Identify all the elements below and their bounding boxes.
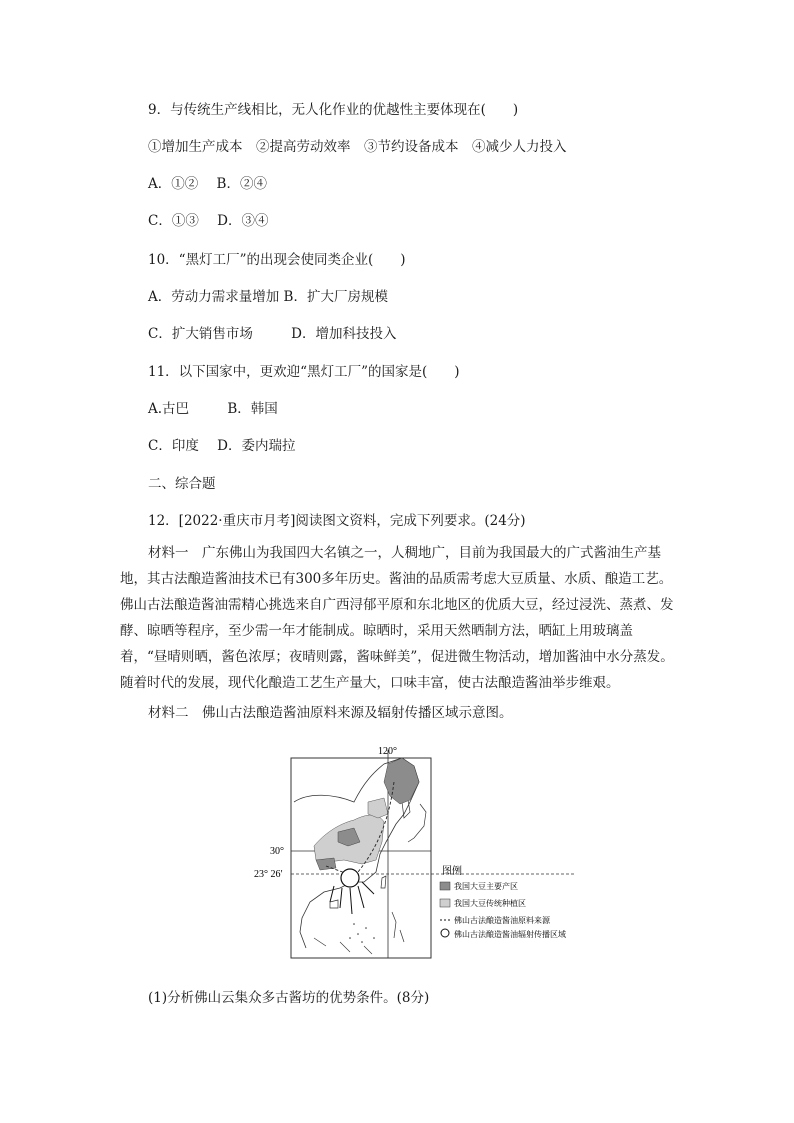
q9-answer-row-1: [148, 172, 267, 192]
material-one: 材料一 广东佛山为我国四大名镇之一，人稠地广，目前为我国最大的广式酱油生产基地，其古法酿造酱油技术已有300多年历史。酱油的品质需考虑大豆质量、水质、酿造工艺。佛山古法酿造酱油需精心挑选来自广西浔郁平原和东北地区的优质大豆，经过浸洗、蒸煮、发酵、晾晒等程序，至少需一年才能制成。晾晒时，采用天然晒制方法，晒缸上用玻璃盖着，“昼晴则晒，酱色浓厚；夜晴则露，酱味鲜美”，促进微生物活动，增加酱油中水分蒸发。随着时代的发展，现代化酿造工艺生产量大，口味丰富，使古法酿造酱油举步维艰。: [120, 545, 674, 691]
section-heading: 二、综合题: [148, 476, 216, 492]
lon-120-label: 120°: [378, 746, 397, 757]
traditional-area-north: [368, 798, 388, 818]
q9-option-d[interactable]: D．③④: [217, 213, 269, 229]
legend-source: 佛山古法酿造酱油原料来源: [454, 916, 550, 925]
q9-stem: 9．与传统生产线相比，无人化作业的优越性主要体现在( ): [148, 102, 519, 118]
lat-30-label: 30°: [270, 846, 284, 857]
q10-answer-row-1: [148, 285, 388, 305]
q11-stem: 11．以下国家中，更欢迎“黑灯工厂”的国家是( ): [148, 364, 460, 380]
legend-traditional: 我国大豆传统种植区: [454, 899, 526, 908]
q9-options: ①增加生产成本 ②提高劳动效率 ③节约设备成本 ④减少人力投入: [148, 139, 567, 155]
q9-option-a[interactable]: A．①②: [148, 176, 199, 192]
q10-option-d[interactable]: D．增加科技投入: [291, 326, 397, 342]
legend-swatch-main: [440, 882, 450, 890]
q10-answer-row-2: [148, 322, 396, 342]
q10-stem: 10．“黑灯工厂”的出现会使同类企业( ): [148, 252, 406, 268]
q11-option-c[interactable]: C．印度: [148, 438, 199, 454]
q12-stem: 12．[2022·重庆市月考]阅读图文资料，完成下列要求。(24分): [148, 513, 526, 529]
q11-option-b[interactable]: B．韩国: [227, 401, 278, 417]
foshan-circle: [341, 869, 359, 887]
legend-main: 我国大豆主要产区: [454, 882, 518, 891]
q9-option-c[interactable]: C．①③: [148, 213, 199, 229]
q11-answer-row-1: [148, 397, 278, 417]
q11-option-d[interactable]: D．委内瑞拉: [217, 438, 296, 454]
q11-option-a[interactable]: A.古巴: [148, 401, 190, 417]
legend-title: 图例: [442, 866, 462, 877]
soy-source-map: [254, 742, 574, 964]
q10-option-a[interactable]: A．劳动力需求量增加: [148, 289, 280, 305]
q10-option-b[interactable]: B．扩大厂房规模: [283, 289, 388, 305]
lat-23-label: 23° 26′: [254, 869, 283, 880]
q9-answer-row-2: [148, 209, 268, 229]
q10-option-c[interactable]: C．扩大销售市场: [148, 326, 253, 342]
legend-radiation-symbol: [441, 929, 449, 937]
legend-swatch-traditional: [440, 899, 450, 907]
q9-option-b[interactable]: B．②④: [216, 176, 267, 192]
legend-radiation: 佛山古法酿造酱油辐射传播区域: [454, 930, 566, 939]
q11-answer-row-2: [148, 434, 295, 454]
q12-sub1: (1)分析佛山云集众多古酱坊的优势条件。(8分): [148, 990, 430, 1006]
material-two: 材料二 佛山古法酿造酱油原料来源及辐射传播区域示意图。: [148, 705, 513, 721]
